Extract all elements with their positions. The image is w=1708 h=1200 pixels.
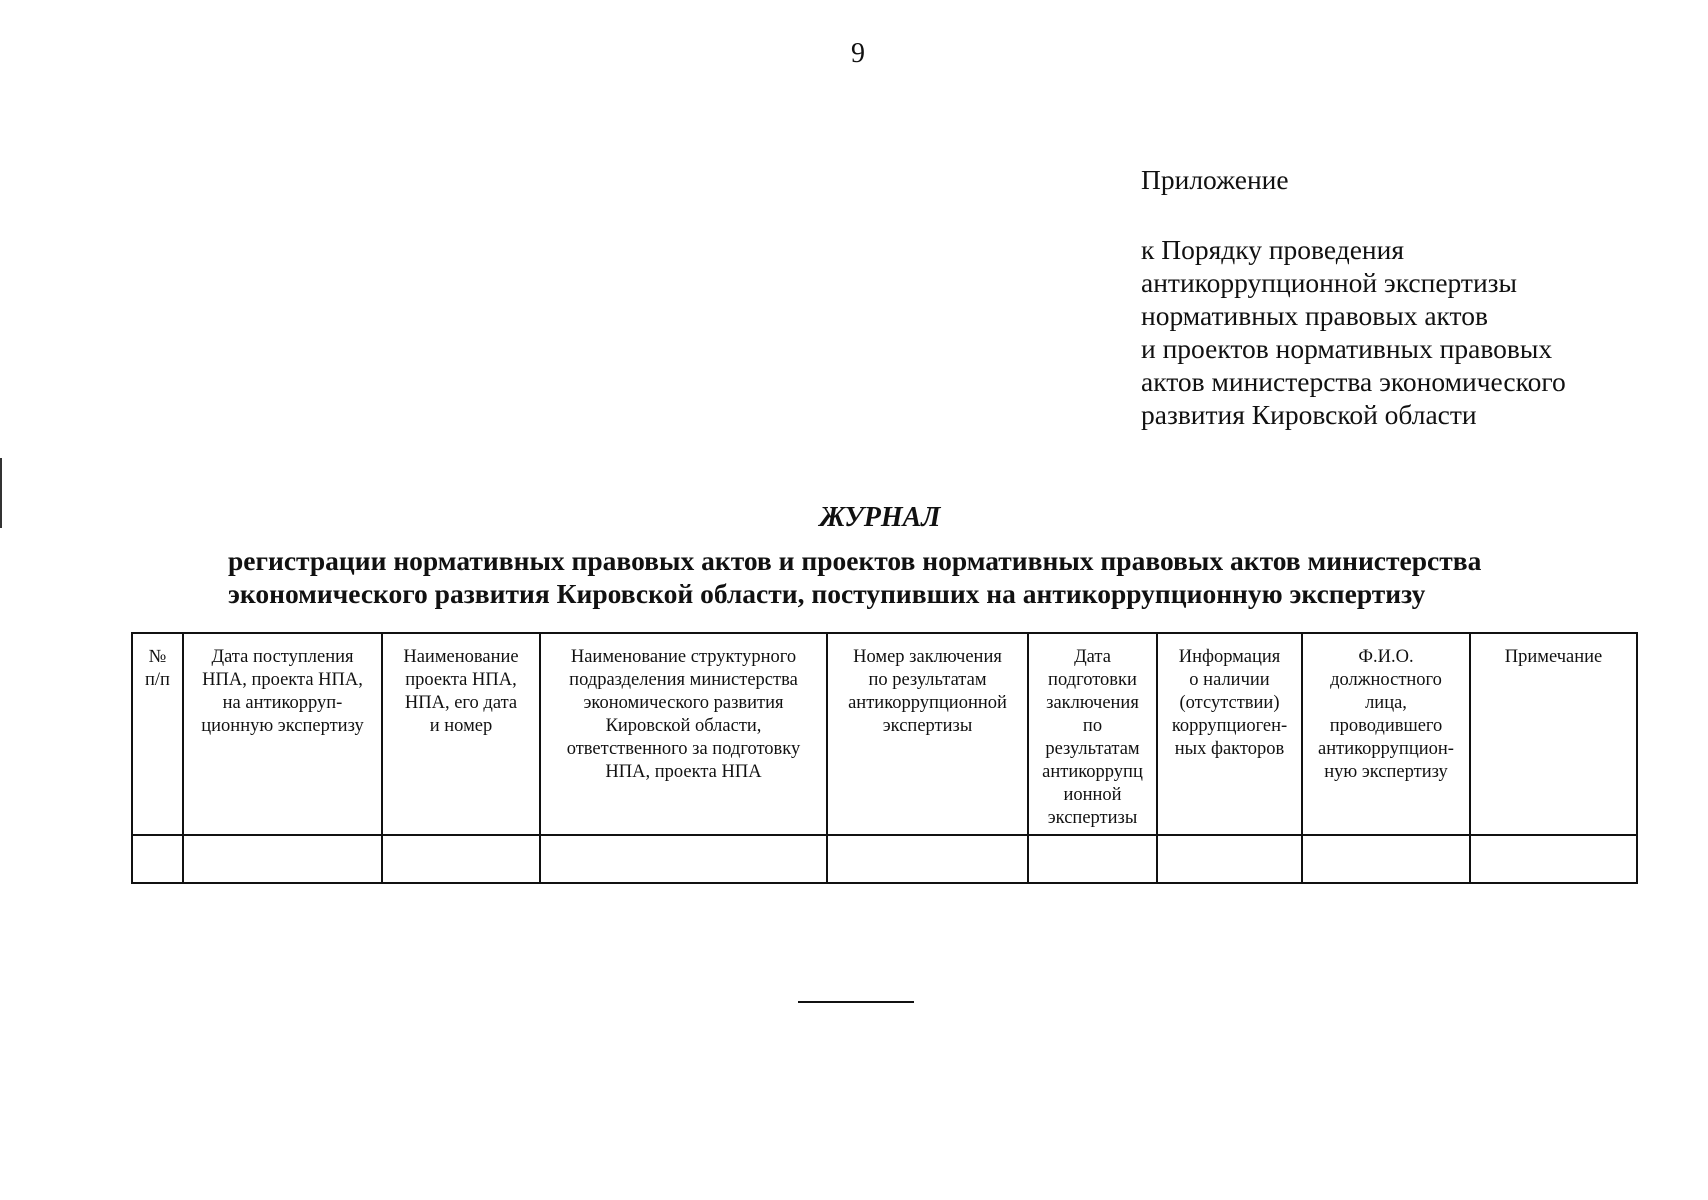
header-text-line: ционную экспертизу bbox=[201, 716, 364, 736]
page-number: 9 bbox=[851, 38, 865, 69]
journal-title: ЖУРНАЛ bbox=[819, 502, 941, 533]
header-text-line: по bbox=[1082, 716, 1103, 736]
header-text-line: Ф.И.О. bbox=[1358, 647, 1414, 667]
table-cell bbox=[827, 835, 1028, 883]
header-text-line: Кировской области, bbox=[605, 716, 762, 736]
header-expert-name bbox=[1302, 633, 1470, 835]
appendix-line: актов министерства экономического bbox=[1141, 366, 1566, 397]
header-text-line: экономического развития bbox=[583, 693, 784, 713]
header-text-line: ответственного за подготовку bbox=[566, 739, 801, 759]
header-text-line: ионной bbox=[1063, 785, 1122, 805]
header-text-line: по результатам bbox=[868, 670, 987, 690]
table-cell bbox=[183, 835, 382, 883]
header-text-line: НПА, проекта НПА bbox=[605, 762, 762, 782]
header-text-line: Дата bbox=[1074, 647, 1111, 667]
header-text-line: лица, bbox=[1365, 693, 1407, 713]
header-text-line: ную экспертизу bbox=[1324, 762, 1448, 782]
header-act-name bbox=[382, 633, 540, 835]
header-text-line: Наименование bbox=[403, 647, 519, 667]
header-text-line: НПА, его дата bbox=[404, 693, 518, 713]
header-text-line: заключения bbox=[1046, 693, 1139, 713]
header-text-line: проводившего bbox=[1329, 716, 1443, 736]
appendix-line: нормативных правовых актов bbox=[1141, 300, 1488, 331]
header-conclusion-date bbox=[1028, 633, 1157, 835]
header-text-line: Информация bbox=[1178, 647, 1281, 667]
header-text-line: коррупциоген- bbox=[1171, 716, 1288, 736]
header-text-line: (отсутствии) bbox=[1179, 693, 1280, 713]
header-department bbox=[540, 633, 827, 835]
header-conclusion-number bbox=[827, 633, 1028, 835]
appendix-line: развития Кировской области bbox=[1141, 399, 1477, 430]
header-remarks bbox=[1470, 633, 1637, 835]
header-text-line: экспертизы bbox=[1047, 808, 1138, 828]
appendix-block bbox=[1141, 163, 1566, 431]
header-text-line: экспертизы bbox=[882, 716, 973, 736]
table-cell bbox=[1028, 835, 1157, 883]
table-cell bbox=[1302, 835, 1470, 883]
header-corruption-factors bbox=[1157, 633, 1302, 835]
header-receipt-date bbox=[183, 633, 382, 835]
header-text-line: результатам bbox=[1045, 739, 1140, 759]
journal-subtitle bbox=[228, 544, 1568, 610]
appendix-lines bbox=[1141, 233, 1566, 431]
header-text-line: должностного bbox=[1330, 670, 1442, 690]
journal-subtitle-line: экономического развития Кировской области, поступивших на антикоррупционную экспертизу bbox=[228, 578, 1426, 609]
header-text-line: антикоррупц bbox=[1042, 762, 1143, 782]
header-text-line: проекта НПА, bbox=[405, 670, 517, 690]
header-text-line: Дата поступления bbox=[211, 647, 354, 667]
closing-rule bbox=[798, 1001, 914, 1003]
table-header-row bbox=[132, 633, 1637, 835]
table-cell bbox=[1470, 835, 1637, 883]
header-text-line: Номер заключения bbox=[853, 647, 1002, 667]
appendix-line: и проектов нормативных правовых bbox=[1141, 333, 1553, 364]
table-cell bbox=[132, 835, 183, 883]
appendix-line: к Порядку проведения bbox=[1141, 234, 1404, 265]
header-text-line: на антикорруп- bbox=[222, 693, 343, 713]
header-text-line: подразделения министерства bbox=[569, 670, 798, 690]
header-text-line: № bbox=[148, 647, 167, 667]
registry-table bbox=[131, 632, 1638, 884]
header-text-line: Наименование структурного bbox=[570, 647, 797, 667]
appendix-title: Приложение bbox=[1141, 164, 1289, 195]
header-text-line: антикоррупционной bbox=[848, 693, 1007, 713]
header-text-line: подготовки bbox=[1048, 670, 1137, 690]
header-text-line: НПА, проекта НПА, bbox=[202, 670, 363, 690]
table-cell bbox=[382, 835, 540, 883]
header-text-line: ных факторов bbox=[1174, 739, 1285, 759]
appendix-line: антикоррупционной экспертизы bbox=[1141, 267, 1518, 298]
header-text-line: антикоррупцион- bbox=[1318, 739, 1454, 759]
table-header bbox=[132, 633, 1637, 835]
header-text-line: и номер bbox=[429, 716, 493, 736]
header-text-line: Примечание bbox=[1504, 647, 1603, 667]
table-row bbox=[132, 835, 1637, 883]
header-text-line: о наличии bbox=[1189, 670, 1270, 690]
table-cell bbox=[540, 835, 827, 883]
table-cell bbox=[1157, 835, 1302, 883]
table-body bbox=[132, 835, 1637, 883]
header-text-line: п/п bbox=[145, 670, 170, 690]
header-number bbox=[132, 633, 183, 835]
journal-subtitle-line: регистрации нормативных правовых актов и проектов нормативных правовых актов министерства bbox=[228, 545, 1482, 576]
